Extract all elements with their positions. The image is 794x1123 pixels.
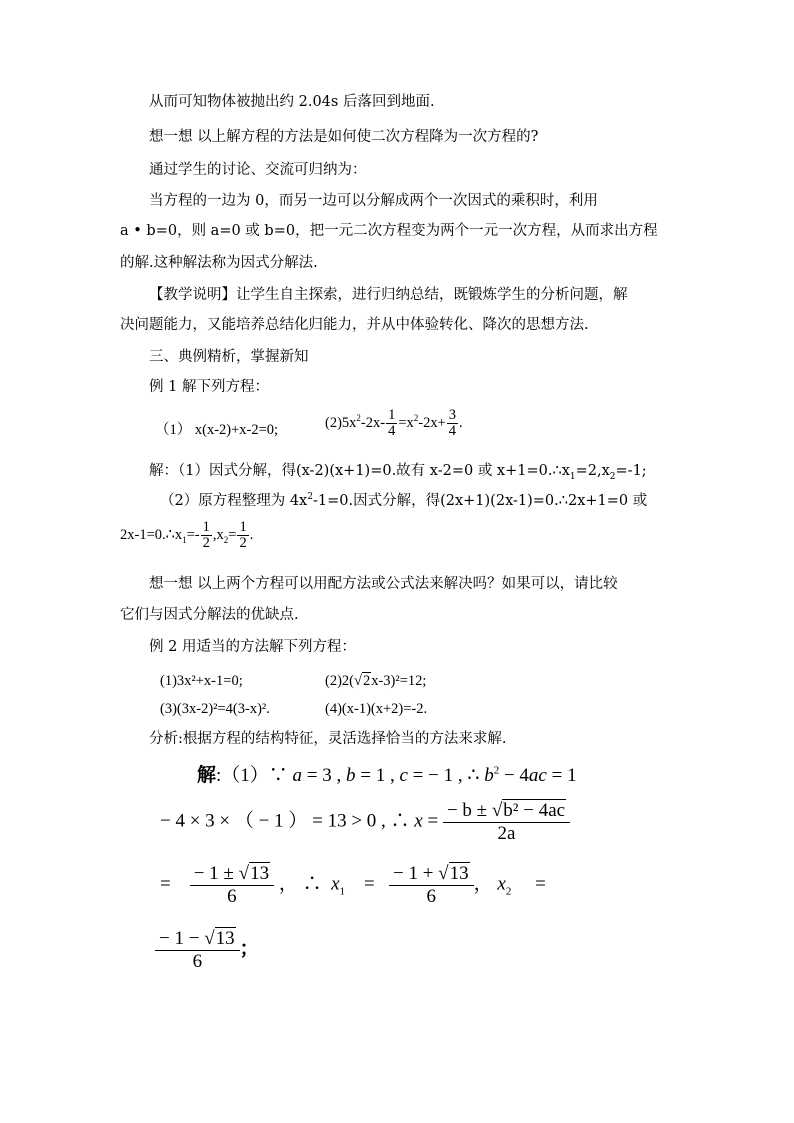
example-2-title: 例 2 用适当的方法解下列方程：	[149, 639, 356, 655]
sqrt-symbol: √	[238, 863, 250, 884]
formula-line-3: = $\frac{- 1 \pm √13}{6}$ ， ∴ $x_1$ = $\frac{- 1 + √13}{6}$ ， $x_2$ =	[160, 863, 546, 907]
formula-line-2: − 4 × 3 × （ − 1 ） = 13 > 0 , ∴ x = $\frac{\text{− b ± √b² − 4ac}}{2a}$	[160, 800, 570, 845]
formula-line-4: $\frac{- 1 - √13}{6}$ ；	[155, 928, 259, 973]
example-1-solution-1: 解：（1）因式分解，得(x-2)(x+1)=0.故有 x-2=0 或 $x+1=0.\therefore x_1=2,x_2=-1$;	[149, 463, 647, 482]
think-compare-line-2: 它们与因式分解法的优缺点.	[120, 607, 299, 623]
teaching-note-line-1: 【教学说明】让学生自主探索，进行归纳总结，既锻炼学生的分析问题，解	[149, 287, 628, 303]
example-1-title: 例 1 解下列方程：	[149, 379, 269, 395]
example-2-question-3: (3)(3x-2)²=4(3-x)².	[160, 701, 270, 717]
formula-line-1: 解:（1）∵ a = 3 , b = 1 , c = − 1 , ∴ $b^2 - 4ac = 1$	[197, 764, 577, 786]
paragraph-think-question: 想一想 以上解方程的方法是如何使二次方程降为一次方程的?	[149, 129, 539, 145]
example-2-question-1: (1)3x²+x-1=0;	[160, 673, 243, 689]
sqrt-symbol: √	[354, 673, 362, 689]
sqrt-symbol: √	[438, 863, 449, 884]
paragraph-summary-line-3: 的解.这种解法称为因式分解法.	[120, 255, 318, 271]
sqrt-symbol: √	[491, 800, 503, 821]
sqrt-symbol: √	[204, 928, 215, 949]
paragraph-summary-line-1: 当方程的一边为 0，而另一边可以分解成两个一次因式的乘积时，利用	[149, 193, 598, 209]
paragraph-summary-line-2: a • b=0，则 a=0 或 b=0，把一元二次方程变为两个一元一次方程，从而求出方程	[120, 223, 658, 239]
example-1-question-1: （1） x(x-2)+x-2=0;	[155, 422, 279, 438]
think-compare-line-1: 想一想 以上两个方程可以用配方法或公式法来解决吗？如果可以，请比较	[149, 576, 618, 592]
example-1-solution-2-roots: $2x-1=0.\therefore x_1=-$ $\frac{1}{2}$ $,x_2=$ $\frac{1}{2}$ .	[120, 519, 254, 552]
example-1-question-2: $(2)5x^2-2x-$ $\frac{1}{4}$ $=x^2-2x+$ $\frac{3}{4}$ .	[325, 407, 463, 440]
analysis-text: 分析:根据方程的结构特征，灵活选择恰当的方法来求解.	[149, 731, 507, 747]
example-1-solution-2: （2）原方程整理为 $4x^2-1=0$.因式分解，得(2x+1)(2x-1)=0.∴2x+1=0 或	[160, 492, 648, 509]
paragraph-discussion: 通过学生的讨论、交流可归纳为：	[149, 162, 367, 178]
paragraph-fall-time: 从而可知物体被抛出约 2.04s 后落回到地面.	[149, 94, 435, 110]
section-heading: 三、典例精析，掌握新知	[149, 349, 309, 365]
example-2-question-4: (4)(x-1)(x+2)=-2.	[325, 701, 428, 717]
example-2-question-2: (2)2(√2x-3)²=12;	[325, 673, 427, 689]
teaching-note-line-2: 决问题能力，又能培养总结化归能力，并从中体验转化、降次的思想方法.	[120, 317, 589, 333]
